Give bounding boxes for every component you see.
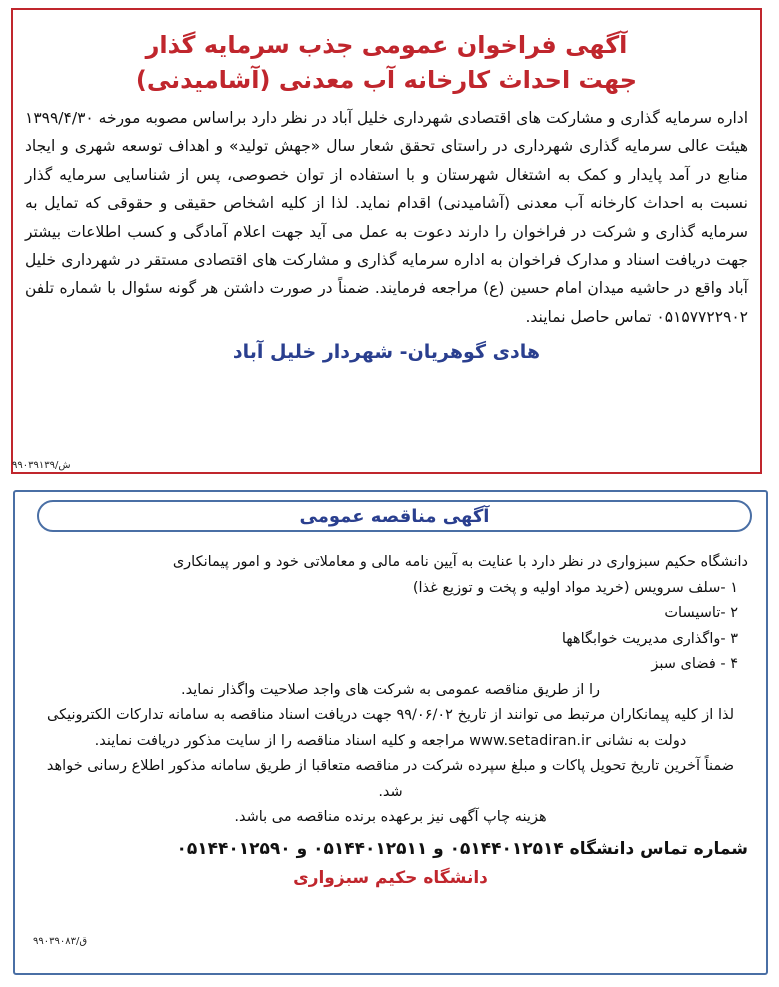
ad2-award-line: را از طریق مناقصه عمومی به شرکت های واجد صلاحیت واگذار نماید.	[181, 681, 600, 698]
ad2-title-banner	[37, 500, 752, 532]
ad2-docs-line: لذا از کلیه پیمانکاران مرتبط می توانند از تاریخ ۹۹/۰۶/۰۲ جهت دریافت اسناد مناقصه به سامانه تدارکات الکترونیکی دولت به نشانی www.setadiran.ir مراجعه و کلیه اسناد مناقصه را از سایت مذکور دریافت نمایند.	[47, 707, 734, 749]
list-item: ۴ - فضای سبز	[651, 656, 738, 672]
ad1-title-line1: آگهی فراخوان عمومی جذب سرمایه گذار	[145, 31, 628, 59]
ad2-cost-line: هزینه چاپ آگهی نیز برعهده برنده مناقصه می باشد.	[234, 809, 547, 825]
tender-ad	[13, 490, 768, 975]
ad2-signature: دانشگاه حکیم سبزواری	[293, 868, 488, 888]
ad1-signature: هادی گوهریان- شهردار خلیل آباد	[232, 341, 541, 364]
ad1-body: اداره سرمایه گذاری و مشارکت های اقتصادی شهرداری خلیل آباد در نظر دارد براساس مصوبه مورخه ۱۳۹۹/۴/۳۰ هیئت عالی سرمایه گذاری شهرداری در راستای تحقق شعار سال «جهش تولید» و اهداف توسعه شهری و ایجاد منابع در آمد پایدار و کمک به اشتغال شهرستان و با استفاده از توان خصوصی، پس از شناسایی سرمایه گذار نسبت به احداث کارخانه آب معدنی (آشامیدنی) اقدام نماید. لذا از کلیه اشخاص حقیقی و حقوقی که تمایل به سرمایه گذاری و شرکت در فراخوان را دارند دعوت به عمل می آید جهت اعلام آمادگی و کسب اطلاعات بیشتر جهت دریافت اسناد و مدارک فراخوان به اداره سرمایه گذاری و مشارکت های اقتصادی مستقر در شهرداری خلیل آباد واقع در حاشیه میدان امام حسین (ع) مراجعه فرمایند. ضمناً در صورت داشتن هر گونه سئوال با شماره تلفن ۰۵۱۵۷۷۲۲۹۰۲ تماس حاصل نمایند.	[25, 109, 748, 326]
ad1-title-line2: جهت احداث کارخانه آب معدنی (آشامیدنی)	[135, 66, 638, 94]
ad2-phones: شماره تماس دانشگاه ۰۵۱۴۴۰۱۲۵۱۴ و ۰۵۱۴۴۰۱۲۵۱۱ و ۰۵۱۴۴۰۱۲۵۹۰	[176, 838, 748, 859]
ad2-intro: دانشگاه حکیم سبزواری در نظر دارد با عنایت به آیین نامه مالی و معاملاتی خود و امور پیمانکاری	[172, 554, 748, 570]
ad2-title: آگهی مناقصه عمومی	[299, 506, 490, 527]
ad2-code: ۹۹۰۳۹۰۸۳/ق	[33, 936, 88, 947]
ad2-items	[33, 576, 738, 678]
ad2-body	[33, 550, 748, 892]
list-item: ۳ -واگذاری مدیریت خوابگاهها	[561, 630, 738, 647]
ad1-code: ۹۹۰۳۹۱۳۹/ش	[12, 460, 71, 471]
list-item: ۲ -تاسیسات	[664, 605, 738, 621]
investment-call-ad	[11, 8, 762, 474]
ad2-deadline-line: ضمناً آخرین تاریخ تحویل پاکات و مبلغ سپرده شرکت در مناقصه متعاقبا از طریق سامانه مذکور اطلاع رسانی خواهد شد.	[46, 758, 735, 800]
list-item: ۱ -سلف سرویس (خرید مواد اولیه و پخت و توزیع غذا)	[412, 579, 738, 596]
